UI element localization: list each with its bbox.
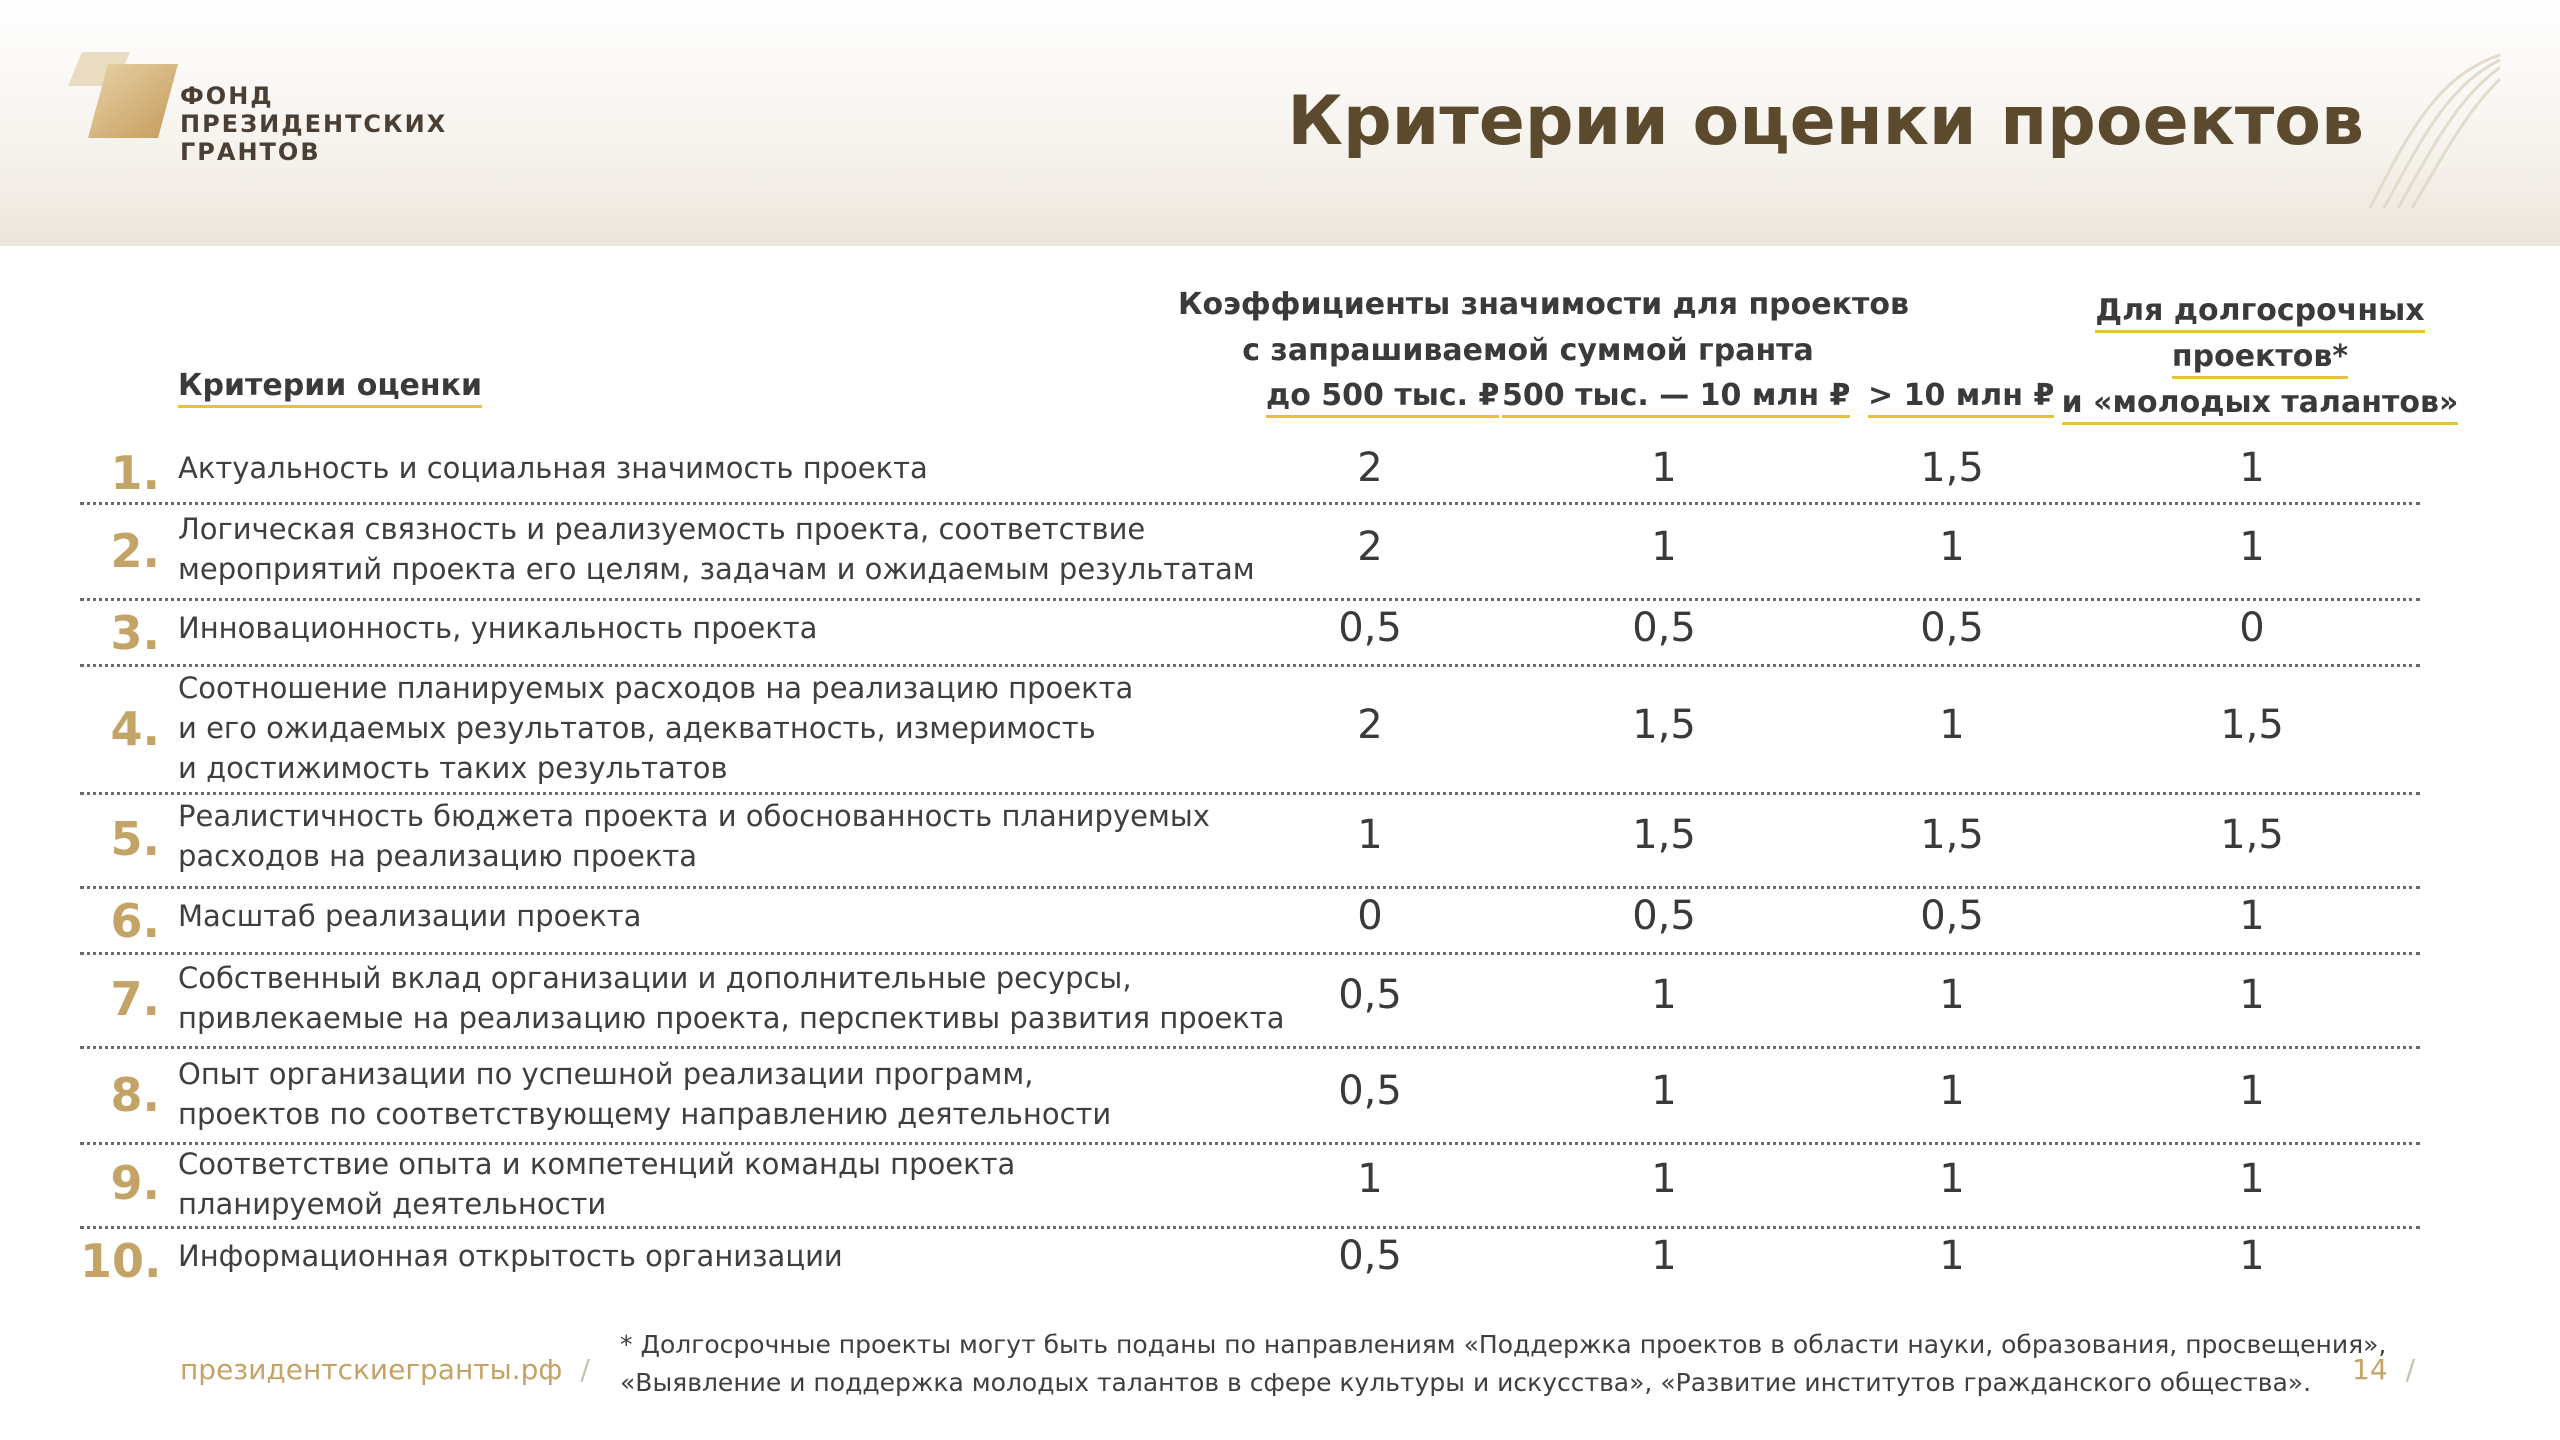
value-upto-500k: 1 bbox=[1357, 812, 1383, 858]
row-number: 5. bbox=[110, 812, 160, 866]
value-over-10m: 1 bbox=[1939, 524, 1965, 570]
value-500k-10m: 1 bbox=[1651, 1156, 1677, 1202]
column-header-500k-10m bbox=[1502, 376, 1850, 416]
table-row bbox=[80, 440, 2420, 505]
criterion-text: Инновационность, уникальность проекта bbox=[178, 611, 818, 645]
value-500k-10m: 1,5 bbox=[1632, 812, 1696, 858]
value-long-term: 1 bbox=[2239, 893, 2265, 939]
footer-site bbox=[180, 1353, 590, 1386]
criterion-text: Собственный вклад организации и дополнительные ресурсы, привлекаемые на реализацию проекта, перспективы развития проекта bbox=[178, 961, 1285, 1035]
row-number: 2. bbox=[110, 524, 160, 578]
criteria-header-text: Критерии оценки bbox=[178, 368, 482, 408]
value-over-10m: 1 bbox=[1939, 972, 1965, 1018]
value-over-10m: 1 bbox=[1939, 1068, 1965, 1114]
value-500k-10m: 1 bbox=[1651, 972, 1677, 1018]
site-link[interactable]: президентскиегранты.рф bbox=[180, 1353, 563, 1386]
table-row bbox=[80, 1226, 2420, 1292]
row-number: 3. bbox=[110, 606, 160, 660]
decorative-stripes-icon bbox=[2360, 50, 2500, 210]
row-number: 10. bbox=[80, 1234, 162, 1288]
table-row bbox=[80, 952, 2420, 1049]
criterion-text: Логическая связность и реализуемость проекта, соответствие мероприятий проекта его целям, задачам и ожидаемым результатам bbox=[178, 512, 1255, 586]
page-number-value: 14 bbox=[2352, 1353, 2388, 1386]
coefficients-header bbox=[1178, 282, 1909, 374]
header-band bbox=[0, 0, 2560, 246]
table-row bbox=[80, 664, 2420, 795]
logo-text bbox=[180, 82, 447, 166]
table-row bbox=[80, 502, 2420, 601]
value-over-10m: 1,5 bbox=[1920, 445, 1984, 491]
value-upto-500k: 2 bbox=[1357, 445, 1383, 491]
value-500k-10m: 1 bbox=[1651, 1233, 1677, 1279]
value-over-10m: 1 bbox=[1939, 1156, 1965, 1202]
value-upto-500k: 0,5 bbox=[1338, 1068, 1402, 1114]
value-over-10m: 1,5 bbox=[1920, 812, 1984, 858]
coef-header-line-2: с запрашиваемой суммой гранта bbox=[1242, 333, 1814, 368]
column-header-over-10m bbox=[1868, 376, 2054, 416]
value-upto-500k: 2 bbox=[1357, 524, 1383, 570]
row-number: 6. bbox=[110, 894, 160, 948]
logo-line-2: ПРЕЗИДЕНТСКИХ bbox=[180, 110, 448, 138]
value-long-term: 0 bbox=[2239, 605, 2265, 651]
row-number: 1. bbox=[110, 446, 160, 500]
column-header-text: > 10 млн ₽ bbox=[1868, 378, 2054, 418]
row-number: 7. bbox=[110, 972, 160, 1026]
value-long-term: 1 bbox=[2239, 1068, 2265, 1114]
logo-line-3: ГРАНТОВ bbox=[180, 138, 321, 166]
criteria-column-header bbox=[178, 368, 482, 403]
logo-mark-icon bbox=[68, 46, 178, 144]
value-over-10m: 0,5 bbox=[1920, 893, 1984, 939]
logo[interactable] bbox=[68, 46, 468, 186]
value-long-term: 1 bbox=[2239, 1156, 2265, 1202]
criterion-text: Соотношение планируемых расходов на реализацию проекта и его ожидаемых результатов, адекватность, измеримость и достижимость таких результатов bbox=[178, 671, 1134, 785]
criterion-text: Реалистичность бюджета проекта и обоснованность планируемых расходов на реализацию проекта bbox=[178, 799, 1210, 873]
column-header-upto-500k bbox=[1266, 376, 1499, 416]
value-upto-500k: 0 bbox=[1357, 893, 1383, 939]
long-header-line-2: проектов* bbox=[2172, 339, 2348, 379]
table-row bbox=[80, 1142, 2420, 1229]
value-upto-500k: 0,5 bbox=[1338, 1233, 1402, 1279]
criterion-text: Информационная открытость организации bbox=[178, 1239, 843, 1273]
value-long-term: 1,5 bbox=[2220, 702, 2284, 748]
row-number: 9. bbox=[110, 1156, 160, 1210]
table-row bbox=[80, 886, 2420, 955]
value-upto-500k: 2 bbox=[1357, 702, 1383, 748]
value-500k-10m: 0,5 bbox=[1632, 605, 1696, 651]
column-header-text: 500 тыс. — 10 млн ₽ bbox=[1502, 378, 1850, 418]
column-header-long-term bbox=[2060, 288, 2460, 426]
value-over-10m: 1 bbox=[1939, 1233, 1965, 1279]
value-500k-10m: 1 bbox=[1651, 445, 1677, 491]
page-number bbox=[2352, 1353, 2415, 1386]
page-title: Критерии оценки проектов bbox=[1287, 82, 2364, 161]
criterion-text: Масштаб реализации проекта bbox=[178, 899, 642, 933]
long-header-line-3: и «молодых талантов» bbox=[2062, 385, 2459, 425]
value-500k-10m: 1 bbox=[1651, 524, 1677, 570]
coef-header-line-1: Коэффициенты значимости для проектов bbox=[1178, 287, 1909, 322]
row-number: 4. bbox=[110, 702, 160, 756]
long-header-line-1: Для долгосрочных bbox=[2095, 293, 2424, 333]
logo-line-1: ФОНД bbox=[180, 82, 274, 110]
footer-divider: / bbox=[580, 1353, 590, 1386]
value-upto-500k: 0,5 bbox=[1338, 605, 1402, 651]
value-500k-10m: 0,5 bbox=[1632, 893, 1696, 939]
table-row bbox=[80, 792, 2420, 889]
value-500k-10m: 1,5 bbox=[1632, 702, 1696, 748]
column-header-text: до 500 тыс. ₽ bbox=[1266, 378, 1499, 418]
value-upto-500k: 1 bbox=[1357, 1156, 1383, 1202]
table-row bbox=[80, 1046, 2420, 1145]
table-row bbox=[80, 598, 2420, 667]
criterion-text: Актуальность и социальная значимость проекта bbox=[178, 451, 928, 485]
value-over-10m: 0,5 bbox=[1920, 605, 1984, 651]
value-long-term: 1 bbox=[2239, 972, 2265, 1018]
value-upto-500k: 0,5 bbox=[1338, 972, 1402, 1018]
page-number-divider: / bbox=[2405, 1353, 2416, 1386]
footnote: * Долгосрочные проекты могут быть поданы по направлениям «Поддержка проектов в области науки, образования, просвещения», «Выявление и поддержка молодых талантов в сфере культуры и искусства», «Развитие институтов гражданского общества». bbox=[620, 1330, 2387, 1397]
value-long-term: 1,5 bbox=[2220, 812, 2284, 858]
value-long-term: 1 bbox=[2239, 524, 2265, 570]
criterion-text: Соответствие опыта и компетенций команды проекта планируемой деятельности bbox=[178, 1147, 1016, 1221]
value-long-term: 1 bbox=[2239, 445, 2265, 491]
value-500k-10m: 1 bbox=[1651, 1068, 1677, 1114]
criterion-text: Опыт организации по успешной реализации программ, проектов по соответствующему направлению деятельности bbox=[178, 1057, 1112, 1131]
value-long-term: 1 bbox=[2239, 1233, 2265, 1279]
row-number: 8. bbox=[110, 1068, 160, 1122]
value-over-10m: 1 bbox=[1939, 702, 1965, 748]
